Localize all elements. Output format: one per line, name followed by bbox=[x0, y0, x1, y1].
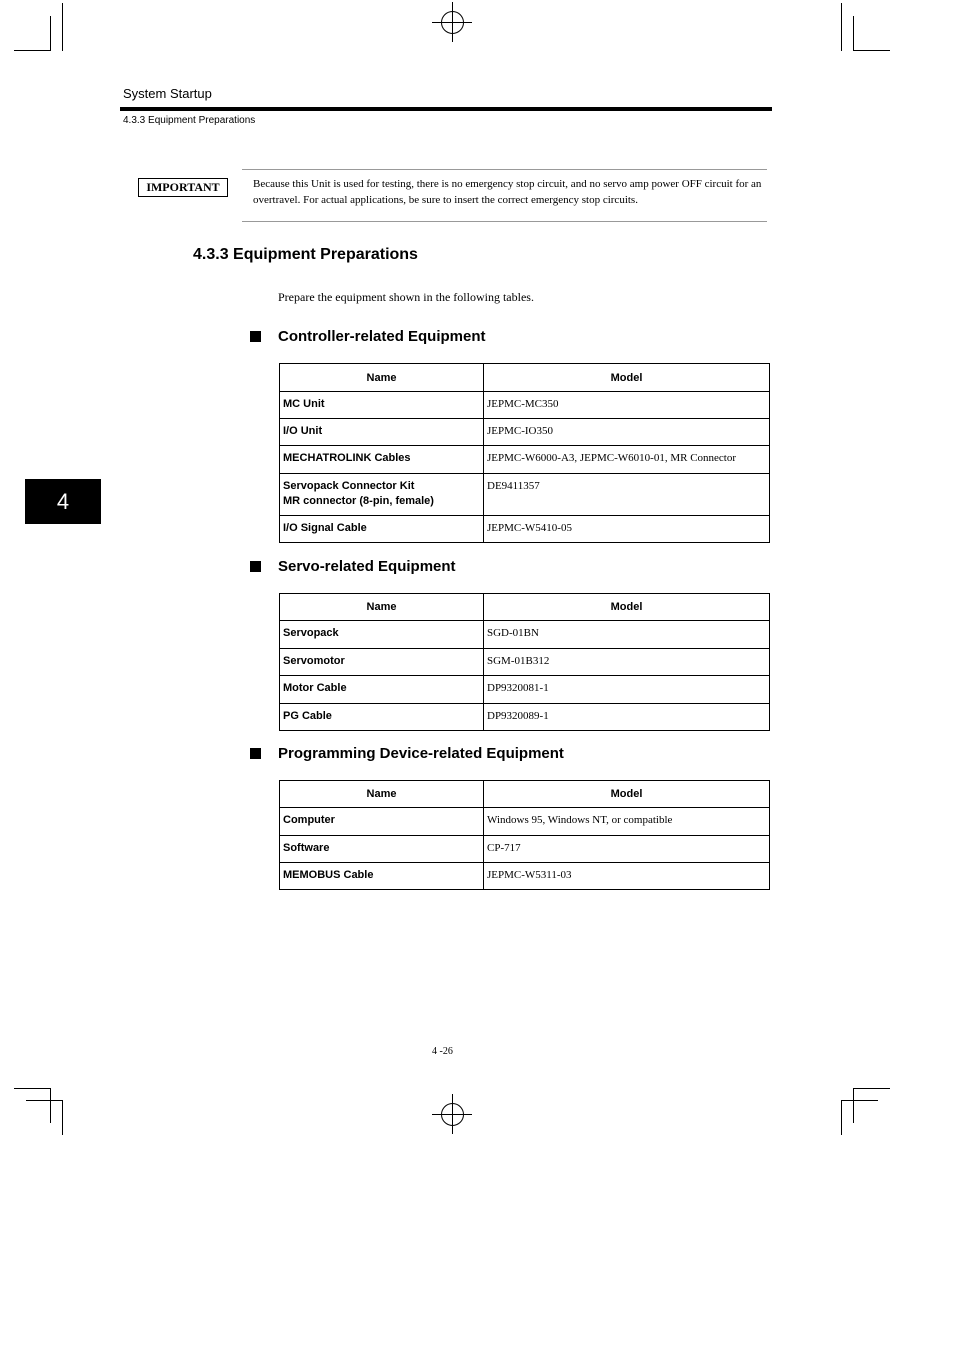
crop-mark bbox=[50, 16, 51, 51]
cell-name: Software bbox=[280, 836, 484, 863]
note-top-rule bbox=[242, 169, 767, 170]
cell-name: Computer bbox=[280, 808, 484, 836]
table-row bbox=[280, 704, 770, 731]
cell-name: Servomotor bbox=[280, 649, 484, 676]
running-header-title: System Startup bbox=[123, 86, 212, 101]
column-header-name: Name bbox=[280, 594, 484, 621]
cell-name: I/O Unit bbox=[280, 419, 484, 446]
table-row bbox=[280, 808, 770, 836]
section-intro: Prepare the equipment shown in the following tables. bbox=[278, 290, 534, 304]
crop-mark bbox=[853, 16, 854, 51]
column-header-model: Model bbox=[484, 364, 770, 392]
cell-name: MEMOBUS Cable bbox=[280, 863, 484, 890]
cell-model: DP9320089-1 bbox=[484, 704, 770, 731]
cell-model: JEPMC-W5410-05 bbox=[484, 516, 770, 543]
subheading-text: Servo-related Equipment bbox=[278, 558, 456, 575]
cell-name-line: MR connector (8-pin, female) bbox=[283, 495, 434, 507]
subheading-servo bbox=[250, 558, 456, 575]
cell-name bbox=[280, 474, 484, 516]
cell-name: Motor Cable bbox=[280, 676, 484, 704]
table-row bbox=[280, 474, 770, 516]
programming-equipment-table bbox=[279, 780, 770, 890]
table-row bbox=[280, 392, 770, 419]
important-text: Because this Unit is used for testing, there is no emergency stop circuit, and no servo amp power OFF circuit for an overtravel. For actual applications, be sure to insert the correct emergency stop circuits. bbox=[253, 178, 762, 206]
table-header-row bbox=[280, 364, 770, 392]
column-header-name: Name bbox=[280, 364, 484, 392]
table-row bbox=[280, 863, 770, 890]
cell-model: DE9411357 bbox=[484, 474, 770, 516]
cell-name-line: Servopack Connector Kit bbox=[283, 480, 415, 492]
table-header-row bbox=[280, 594, 770, 621]
registration-mark bbox=[432, 22, 472, 23]
servo-equipment-table bbox=[279, 593, 770, 731]
header-rule bbox=[120, 107, 772, 111]
cell-name: PG Cable bbox=[280, 704, 484, 731]
table-row bbox=[280, 419, 770, 446]
crop-mark bbox=[853, 50, 890, 51]
crop-mark bbox=[853, 1088, 890, 1089]
cell-name: I/O Signal Cable bbox=[280, 516, 484, 543]
running-header-subtitle: 4.3.3 Equipment Preparations bbox=[123, 115, 256, 126]
table-row bbox=[280, 446, 770, 474]
crop-mark bbox=[841, 1100, 842, 1135]
table-row bbox=[280, 676, 770, 704]
registration-mark bbox=[432, 1114, 472, 1115]
cell-model: JEPMC-W6000-A3, JEPMC-W6010-01, MR Connector bbox=[484, 446, 770, 474]
crop-mark bbox=[14, 50, 51, 51]
table-row bbox=[280, 621, 770, 649]
column-header-model: Model bbox=[484, 594, 770, 621]
cell-model: JEPMC-MC350 bbox=[484, 392, 770, 419]
square-bullet-icon bbox=[250, 561, 261, 572]
cell-model: CP-717 bbox=[484, 836, 770, 863]
cell-name: MECHATROLINK Cables bbox=[280, 446, 484, 474]
cell-model: Windows 95, Windows NT, or compatible bbox=[484, 808, 770, 836]
crop-mark bbox=[853, 1088, 854, 1123]
cell-model: SGM-01B312 bbox=[484, 649, 770, 676]
subheading-text: Controller-related Equipment bbox=[278, 328, 486, 345]
table-row bbox=[280, 649, 770, 676]
crop-mark bbox=[14, 1088, 51, 1089]
column-header-model: Model bbox=[484, 781, 770, 808]
cell-model: JEPMC-IO350 bbox=[484, 419, 770, 446]
table-row bbox=[280, 516, 770, 543]
crop-mark bbox=[841, 3, 842, 51]
cell-name: Servopack bbox=[280, 621, 484, 649]
square-bullet-icon bbox=[250, 748, 261, 759]
important-label: IMPORTANT bbox=[138, 178, 228, 197]
cell-model: SGD-01BN bbox=[484, 621, 770, 649]
page-number: 4 -26 bbox=[432, 1046, 453, 1057]
crop-mark bbox=[62, 3, 63, 51]
subheading-programming bbox=[250, 745, 564, 762]
crop-mark bbox=[841, 1100, 878, 1101]
section-title: 4.3.3 Equipment Preparations bbox=[193, 246, 418, 263]
subheading-text: Programming Device-related Equipment bbox=[278, 745, 564, 762]
crop-mark bbox=[50, 1088, 51, 1123]
crop-mark bbox=[62, 1100, 63, 1135]
subheading-controller bbox=[250, 328, 486, 345]
controller-equipment-table bbox=[279, 363, 770, 543]
chapter-tab: 4 bbox=[25, 479, 101, 524]
crop-mark bbox=[26, 1100, 63, 1101]
column-header-name: Name bbox=[280, 781, 484, 808]
square-bullet-icon bbox=[250, 331, 261, 342]
cell-model: DP9320081-1 bbox=[484, 676, 770, 704]
cell-model: JEPMC-W5311-03 bbox=[484, 863, 770, 890]
cell-name: MC Unit bbox=[280, 392, 484, 419]
note-bottom-rule bbox=[242, 221, 767, 222]
table-header-row bbox=[280, 781, 770, 808]
table-row bbox=[280, 836, 770, 863]
